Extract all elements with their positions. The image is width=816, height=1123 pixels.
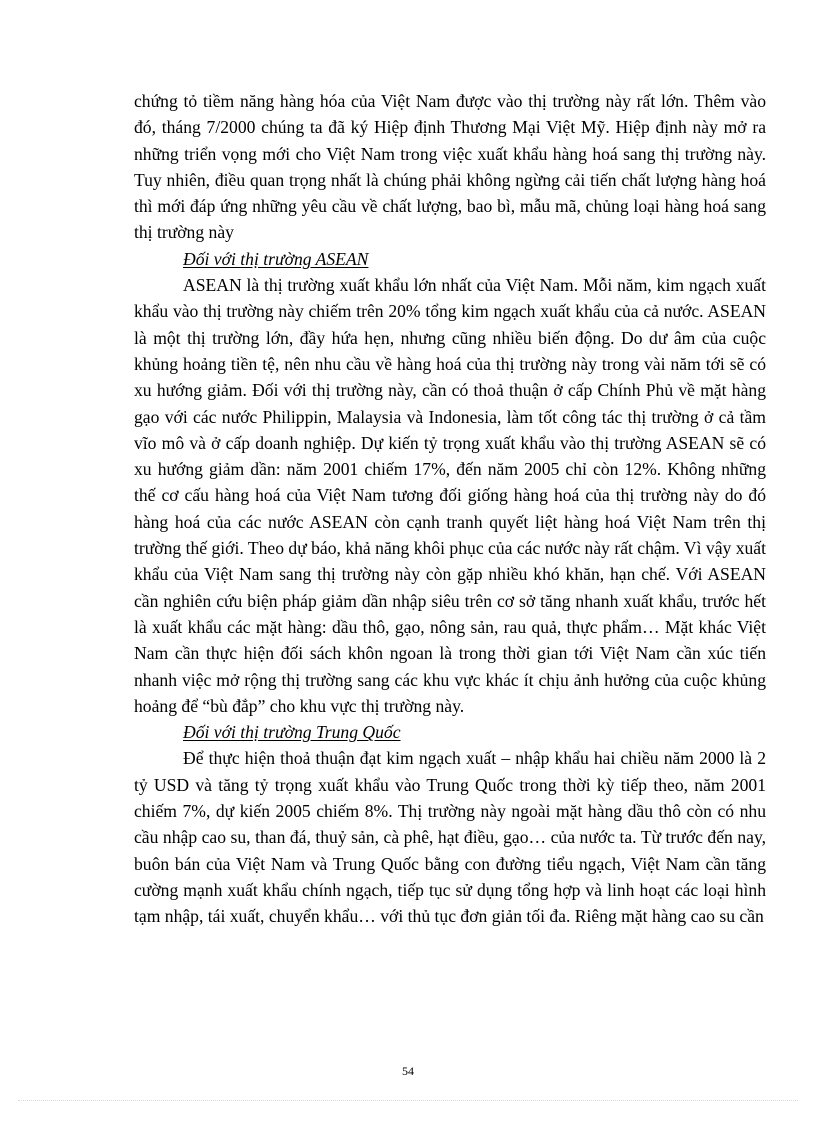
heading-asean-market: Đối với thị trường ASEAN (183, 248, 369, 269)
paragraph-us-trade: chứng tỏ tiềm năng hàng hóa của Việt Nam được vào thị trường này rất lớn. Thêm vào đó, tháng 7/2000 chúng ta đã ký Hiệp định Thương Mại Việt Mỹ. Hiệp định này mở ra những triển vọng mới cho Việt Nam trong việc xuất khẩu hàng hoá sang thị trường này. Tuy nhiên, điều quan trọng nhất là chúng phải không ngừng cải tiến chất lượng hàng hoá thì mới đáp ứng những yêu cầu về chất lượng, bao bì, mẫu mã, chủng loại hàng hoá sang thị trường này (134, 91, 766, 243)
paragraph-asean-market: ASEAN là thị trường xuất khẩu lớn nhất của Việt Nam. Mỗi năm, kim ngạch xuất khẩu vào thị trường này chiếm trên 20% tổng kim ngạch xuất khẩu của cả nước. ASEAN là một thị trường lớn, đầy hứa hẹn, nhưng cũng nhiều biến động. Do dư âm của cuộc khủng hoảng tiền tệ, nên nhu cầu về hàng hoá của thị trường này trong vài năm tới sẽ có xu hướng giảm. Đối với thị trường này, cần có thoả thuận ở cấp Chính Phủ về mặt hàng gạo với các nước Philippin, Malaysia và Indonesia, làm tốt công tác thị trường ở cả tầm vĩo mô và ở cấp doanh nghiệp. Dự kiến tỷ trọng xuất khẩu vào thị trường ASEAN sẽ có xu hướng giảm dần: năm 2001 chiếm 17%, đến năm 2005 chỉ còn 12%. Không những thế cơ cấu hàng hoá của Việt Nam tương đối giống hàng hoá của thị trường này do đó hàng hoá của các nước ASEAN còn cạnh tranh quyết liệt hàng hoá Việt Nam trên thị trường thế giới. Theo dự báo, khả năng khôi phục của các nước này rất chậm. Vì vậy xuất khẩu của Việt Nam sang thị trường này còn gặp nhiều khó khăn, hạn chế. Với ASEAN cần nghiên cứu biện pháp giảm dần nhập siêu trên cơ sở tăng nhanh xuất khẩu, trước hết là xuất khẩu các mặt hàng: dầu thô, gạo, nông sản, rau quả, thực phẩm… Mặt khác Việt Nam cần thực hiện đối sách khôn ngoan là trong thời gian tới Việt Nam cần xúc tiến nhanh việc mở rộng thị trường sang các khu vực khác ít chịu ảnh hưởng của cuộc khủng hoảng để “bù đắp” cho khu vực thị trường này. (134, 275, 766, 716)
page-body (134, 88, 766, 930)
heading-china-market: Đối với thị trường Trung Quốc (183, 722, 401, 743)
page-bottom-divider (18, 1100, 798, 1101)
page-number: 54 (402, 1064, 414, 1078)
paragraph-china-market: Để thực hiện thoả thuận đạt kim ngạch xuất – nhập khẩu hai chiều năm 2000 là 2 tỷ USD và tăng tỷ trọng xuất khẩu vào Trung Quốc trong thời kỳ tiếp theo, năm 2001 chiếm 7%, dự kiến 2005 chiếm 8%. Thị trường này ngoài mặt hàng dầu thô còn có nhu cầu nhập cao su, than đá, thuỷ sản, cà phê, hạt điều, gạo… của nước ta. Từ trước đến nay, buôn bán của Việt Nam và Trung Quốc bằng con đường tiểu ngạch, Việt Nam cần tăng cường mạnh xuất khẩu chính ngạch, tiếp tục sử dụng tổng hợp và linh hoạt các loại hình tạm nhập, tái xuất, chuyển khẩu… với thủ tục đơn giản tối đa. Riêng mặt hàng cao su cần (134, 748, 766, 927)
